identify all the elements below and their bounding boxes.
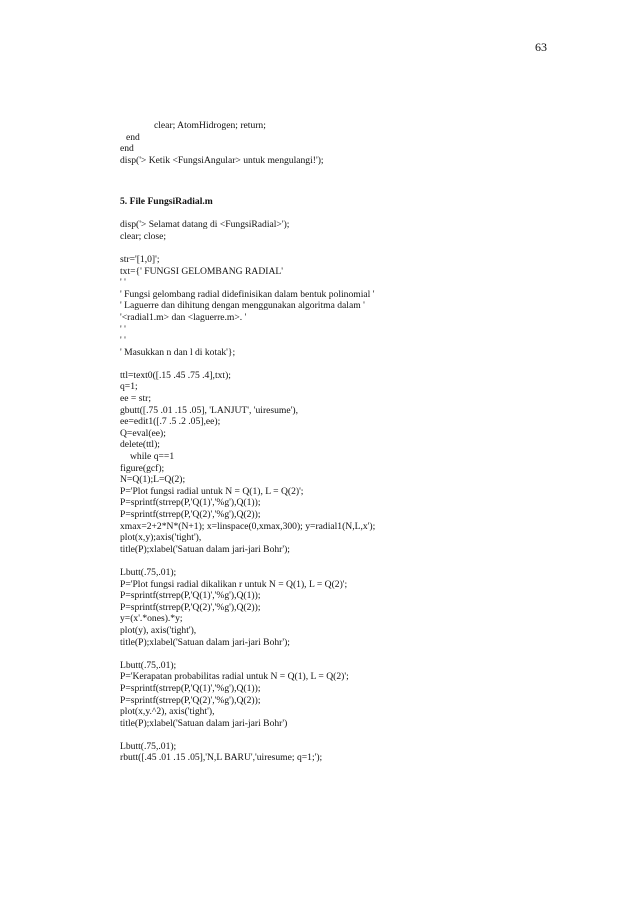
code-line: P=sprintf(strrep(P,'Q(1)','%g'),Q(1)); xyxy=(120,590,261,602)
code-line: figure(gcf); xyxy=(120,462,165,474)
code-line: plot(x,y);axis('tight'), xyxy=(120,532,202,544)
code-line: ' Masukkan n dan l di kotak'}; xyxy=(120,346,236,358)
code-line: plot(x,y.^2), axis('tight'), xyxy=(120,706,215,718)
spacer xyxy=(120,358,590,370)
code-line: rbutt([.45 .01 .15 .05],'N,L BARU','uiresume; q=1;'); xyxy=(120,752,323,764)
code-line: P=sprintf(strrep(P,'Q(1)','%g'),Q(1)); xyxy=(120,497,261,509)
code-line: ' ' xyxy=(120,277,126,289)
code-line: str='[1,0]'; xyxy=(120,253,160,265)
code-line: title(P);xlabel('Satuan dalam jari-jari Bohr'); xyxy=(120,543,290,555)
code-line: P=sprintf(strrep(P,'Q(2)','%g'),Q(2)); xyxy=(120,509,261,520)
code-line: q=1; xyxy=(120,381,138,393)
code-line: N=Q(1);L=Q(2); xyxy=(120,474,186,486)
code-line: gbutt([.75 .01 .15 .05], 'LANJUT', 'uiresume'), xyxy=(120,404,298,416)
code-line: title(P);xlabel('Satuan dalam jari-jari Bohr') xyxy=(120,717,288,729)
code-line: Lbutt(.75,.01); xyxy=(120,566,177,578)
document-body xyxy=(120,120,590,764)
code-line: P='Plot fungsi radial untuk N = Q(1), L = Q(2)'; xyxy=(120,485,304,497)
code-line: txt={' FUNGSI GELOMBANG RADIAL' xyxy=(120,265,283,277)
spacer xyxy=(120,555,590,567)
code-line: ' ' xyxy=(120,323,126,335)
code-line: disp('> Selamat datang di <FungsiRadial>'); xyxy=(120,219,290,231)
section-heading: 5. File FungsiRadial.m xyxy=(120,195,213,207)
code-line: disp('> Ketik <FungsiAngular> untuk mengulangi!'); xyxy=(120,154,324,166)
spacer xyxy=(120,648,590,660)
code-line: y=(x'.*ones).*y; xyxy=(120,613,183,625)
spacer xyxy=(120,184,590,196)
spacer xyxy=(120,242,590,254)
code-line: P=sprintf(strrep(P,'Q(1)','%g'),Q(1)); xyxy=(120,682,261,694)
code-line: '<radial1.m> dan <laguerre.m>. ' xyxy=(120,311,247,323)
code-line: P=sprintf(strrep(P,'Q(2)','%g'),Q(2)); xyxy=(120,694,261,706)
code-line: plot(y), axis('tight'), xyxy=(120,624,197,636)
code-line: end xyxy=(120,143,134,155)
code-line: while q==1 xyxy=(130,451,175,463)
code-line: ' Laguerre dan dihitung dengan menggunakan algoritma dalam ' xyxy=(120,300,365,312)
code-line: Lbutt(.75,.01); xyxy=(120,740,177,752)
code-line: ' Fungsi gelombang radial didefinisikan dalam bentuk polinomial ' xyxy=(120,288,375,300)
code-line: ttl=text0([.15 .45 .75 .4],txt); xyxy=(120,369,231,381)
code-line: title(P);xlabel('Satuan dalam jari-jari Bohr'); xyxy=(120,636,290,648)
code-line: Q=eval(ee); xyxy=(120,427,166,439)
spacer xyxy=(120,208,590,220)
code-line: P='Plot fungsi radial dikalikan r untuk N = Q(1), L = Q(2)'; xyxy=(120,578,348,590)
code-line: clear; close; xyxy=(120,230,167,242)
code-line: P=sprintf(strrep(P,'Q(2)','%g'),Q(2)); xyxy=(120,601,261,613)
page-number: 63 xyxy=(535,40,547,54)
code-line: end xyxy=(126,131,140,143)
code-line: ee = str; xyxy=(120,393,151,405)
spacer xyxy=(120,729,590,741)
code-line: delete(ttl); xyxy=(120,439,160,451)
code-line: ee=edit1([.7 .5 .2 .05],ee); xyxy=(120,416,221,428)
code-line: xmax=2+2*N*(N+1); x=linspace(0,xmax,300); y=radial1(N,L,x'); xyxy=(120,520,376,532)
spacer xyxy=(120,166,590,184)
code-line: ' ' xyxy=(120,335,126,347)
code-line: Lbutt(.75,.01); xyxy=(120,659,177,671)
code-line: P='Kerapatan probabilitas radial untuk N = Q(1), L = Q(2)'; xyxy=(120,671,349,683)
code-line: clear; AtomHidrogen; return; xyxy=(154,120,266,131)
